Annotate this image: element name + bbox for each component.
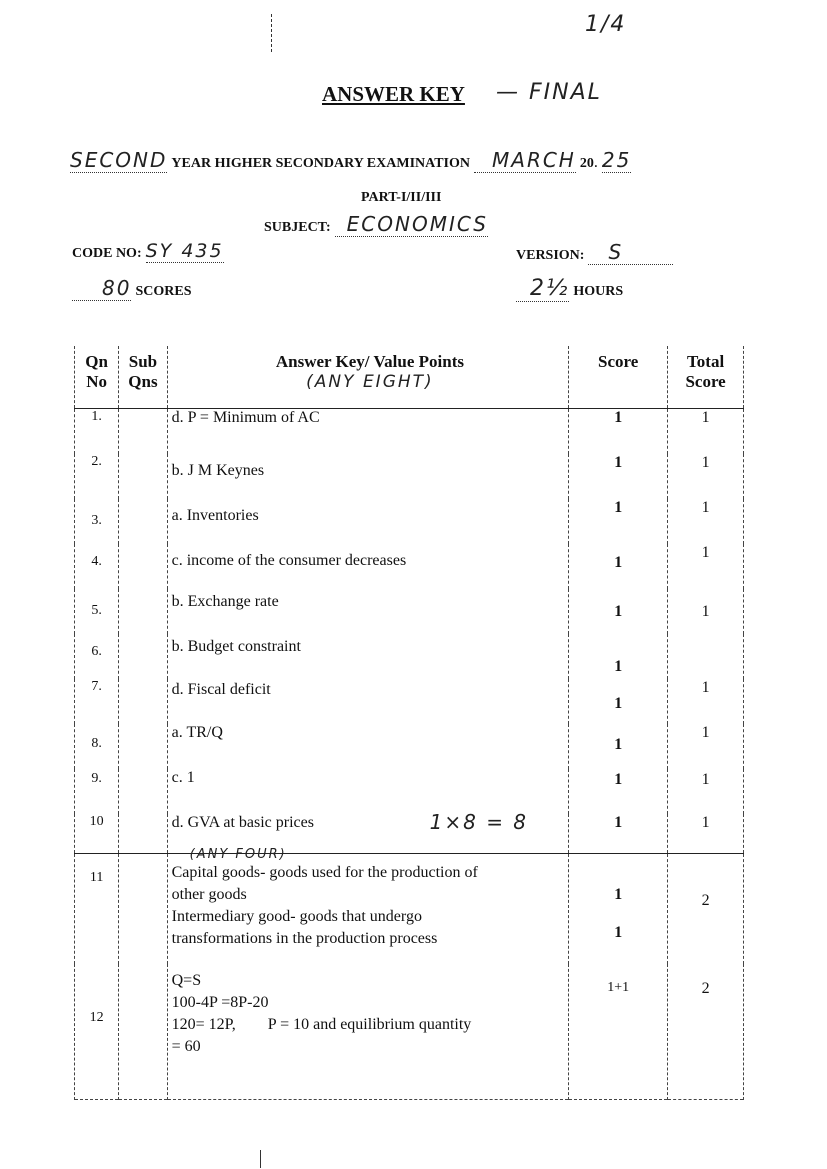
qn-cell: 5. xyxy=(75,589,119,634)
answer-cell: c. income of the consumer decreases xyxy=(167,544,569,589)
answer-line: = 60 xyxy=(171,1037,201,1055)
qn-cell: 4. xyxy=(75,544,119,589)
exam-year-value: SECOND xyxy=(70,148,168,172)
col-answer-key-label: Answer Key/ Value Points xyxy=(275,352,464,371)
code-label: CODE NO: xyxy=(72,246,142,261)
score-cell: 1 xyxy=(569,544,668,589)
qn-cell: 12 xyxy=(75,964,119,1100)
total-cell: 2 xyxy=(668,964,744,1100)
total-cell: 1 xyxy=(668,454,744,499)
score-cell: 1 xyxy=(569,409,668,454)
qn-cell: 1. xyxy=(75,409,119,454)
answer-line: Capital goods- goods used for the production of xyxy=(171,864,478,881)
total-cell: 1 xyxy=(668,814,744,854)
sub-cell xyxy=(119,499,167,544)
year-prefix: 20 xyxy=(579,156,594,171)
qn-cell: 3. xyxy=(75,499,119,544)
answer-text: d. GVA at basic prices xyxy=(171,813,314,831)
answer-line: 100-4P =8P-20 xyxy=(171,993,269,1011)
table-row xyxy=(75,409,744,454)
score-cell: 1 xyxy=(569,589,668,634)
answer-line: Q=S xyxy=(171,971,202,989)
answer-cell: b. Exchange rate xyxy=(167,589,569,634)
hours-line xyxy=(516,276,623,302)
col-total-score: Total Score xyxy=(668,346,744,409)
answer-cell: a. TR/Q xyxy=(167,724,569,769)
answer-line: other goods xyxy=(171,886,247,903)
total-cell: 1 xyxy=(668,409,744,454)
scan-mark xyxy=(260,1150,261,1168)
table-row xyxy=(75,544,744,589)
table-row-q12 xyxy=(75,964,744,1100)
exam-month-value: MARCH xyxy=(474,148,576,173)
score-cell: 1 xyxy=(569,454,668,499)
any-eight-note: (ANY EIGHT) xyxy=(306,372,434,392)
total-cell: 1 xyxy=(668,589,744,634)
total-cell: 2 xyxy=(668,854,744,964)
scan-mark xyxy=(271,14,273,52)
sub-cell xyxy=(119,724,167,769)
part-label: PART-I/II/III xyxy=(361,190,442,205)
subject-value: ECONOMICS xyxy=(335,212,488,237)
any-four-note: (ANY FOUR) xyxy=(189,847,287,862)
section-total-note: 1×8 = 8 xyxy=(429,809,529,834)
qn-cell: 8. xyxy=(75,724,119,769)
table-row xyxy=(75,679,744,724)
answer-line: 120= 12P, P = 10 and equilibrium quantity xyxy=(171,1015,472,1033)
sub-cell xyxy=(119,679,167,724)
page-title: ANSWER KEY xyxy=(322,82,465,106)
sub-cell xyxy=(119,769,167,814)
col-answer-key xyxy=(167,346,569,409)
answer-cell xyxy=(167,847,569,964)
col-qn-no: Qn No xyxy=(75,346,119,409)
table-row xyxy=(75,769,744,814)
qn-cell: 11 xyxy=(75,854,119,964)
score-cell: 1+1 xyxy=(569,964,668,1100)
code-line xyxy=(72,240,224,263)
answer-line: Intermediary good- goods that undergo xyxy=(171,908,422,925)
qn-cell: 2. xyxy=(75,454,119,499)
sub-cell xyxy=(119,589,167,634)
subject-label: SUBJECT: xyxy=(264,220,331,235)
sub-cell xyxy=(119,854,167,964)
total-cell: 1 xyxy=(668,544,744,589)
table-row xyxy=(75,499,744,544)
qn-cell: 7. xyxy=(75,679,119,724)
score-value: 1 xyxy=(614,924,623,941)
score-cell: 1 xyxy=(569,634,668,679)
answer-cell: a. Inventories xyxy=(167,499,569,544)
score-cell: 1 xyxy=(569,499,668,544)
score-cell: 1 xyxy=(569,814,668,854)
qn-cell: 6. xyxy=(75,634,119,679)
version-value: S xyxy=(588,240,673,265)
version-label: VERSION: xyxy=(516,248,585,263)
sub-cell xyxy=(119,814,167,854)
total-cell: 1 xyxy=(668,769,744,814)
table-row xyxy=(75,634,744,679)
score-cell xyxy=(569,854,668,964)
score-value: 1 xyxy=(614,886,623,903)
qn-cell: 10 xyxy=(75,814,119,854)
page-number-mark: 1/4 xyxy=(585,12,627,37)
total-cell: 1 xyxy=(668,679,744,724)
score-cell: 1 xyxy=(569,679,668,724)
score-cell: 1 xyxy=(569,724,668,769)
answer-cell xyxy=(167,964,569,1100)
exam-line-label: YEAR HIGHER SECONDARY EXAMINATION xyxy=(171,156,470,171)
answer-key-table xyxy=(74,346,744,1100)
subject-line xyxy=(264,212,488,237)
hours-value: 2½ xyxy=(516,276,569,302)
exam-line: SECOND YEAR HIGHER SECONDARY EXAMINATION MARCH 20. 25 xyxy=(70,148,632,172)
table-row xyxy=(75,724,744,769)
col-sub-qns: Sub Qns xyxy=(119,346,167,409)
sub-cell xyxy=(119,634,167,679)
version-line xyxy=(516,240,673,265)
col-score: Score xyxy=(569,346,668,409)
scores-label: SCORES xyxy=(135,284,192,299)
sub-cell xyxy=(119,544,167,589)
table-row xyxy=(75,814,744,854)
answer-line: transformations in the production process xyxy=(171,930,438,947)
total-cell xyxy=(668,634,744,679)
table-row xyxy=(75,454,744,499)
table-header-row xyxy=(75,346,744,409)
sub-cell xyxy=(119,964,167,1100)
qn-cell: 9. xyxy=(75,769,119,814)
scores-line xyxy=(72,276,191,301)
scores-value: 80 xyxy=(72,276,131,301)
table-row xyxy=(75,589,744,634)
sub-cell xyxy=(119,409,167,454)
answer-cell: b. J M Keynes xyxy=(167,454,569,499)
final-annotation: — FINAL xyxy=(496,80,602,105)
answer-cell: d. Fiscal deficit xyxy=(167,679,569,724)
hours-label: HOURS xyxy=(573,284,624,299)
table-row-q11 xyxy=(75,854,744,964)
total-cell: 1 xyxy=(668,724,744,769)
score-cell: 1 xyxy=(569,769,668,814)
answer-cell: d. P = Minimum of AC xyxy=(167,409,569,454)
total-cell: 1 xyxy=(668,499,744,544)
code-value: SY 435 xyxy=(145,240,224,262)
answer-cell: b. Budget constraint xyxy=(167,634,569,679)
year-value: 25 xyxy=(601,148,632,172)
sub-cell xyxy=(119,454,167,499)
answer-cell: c. 1 xyxy=(167,769,569,814)
